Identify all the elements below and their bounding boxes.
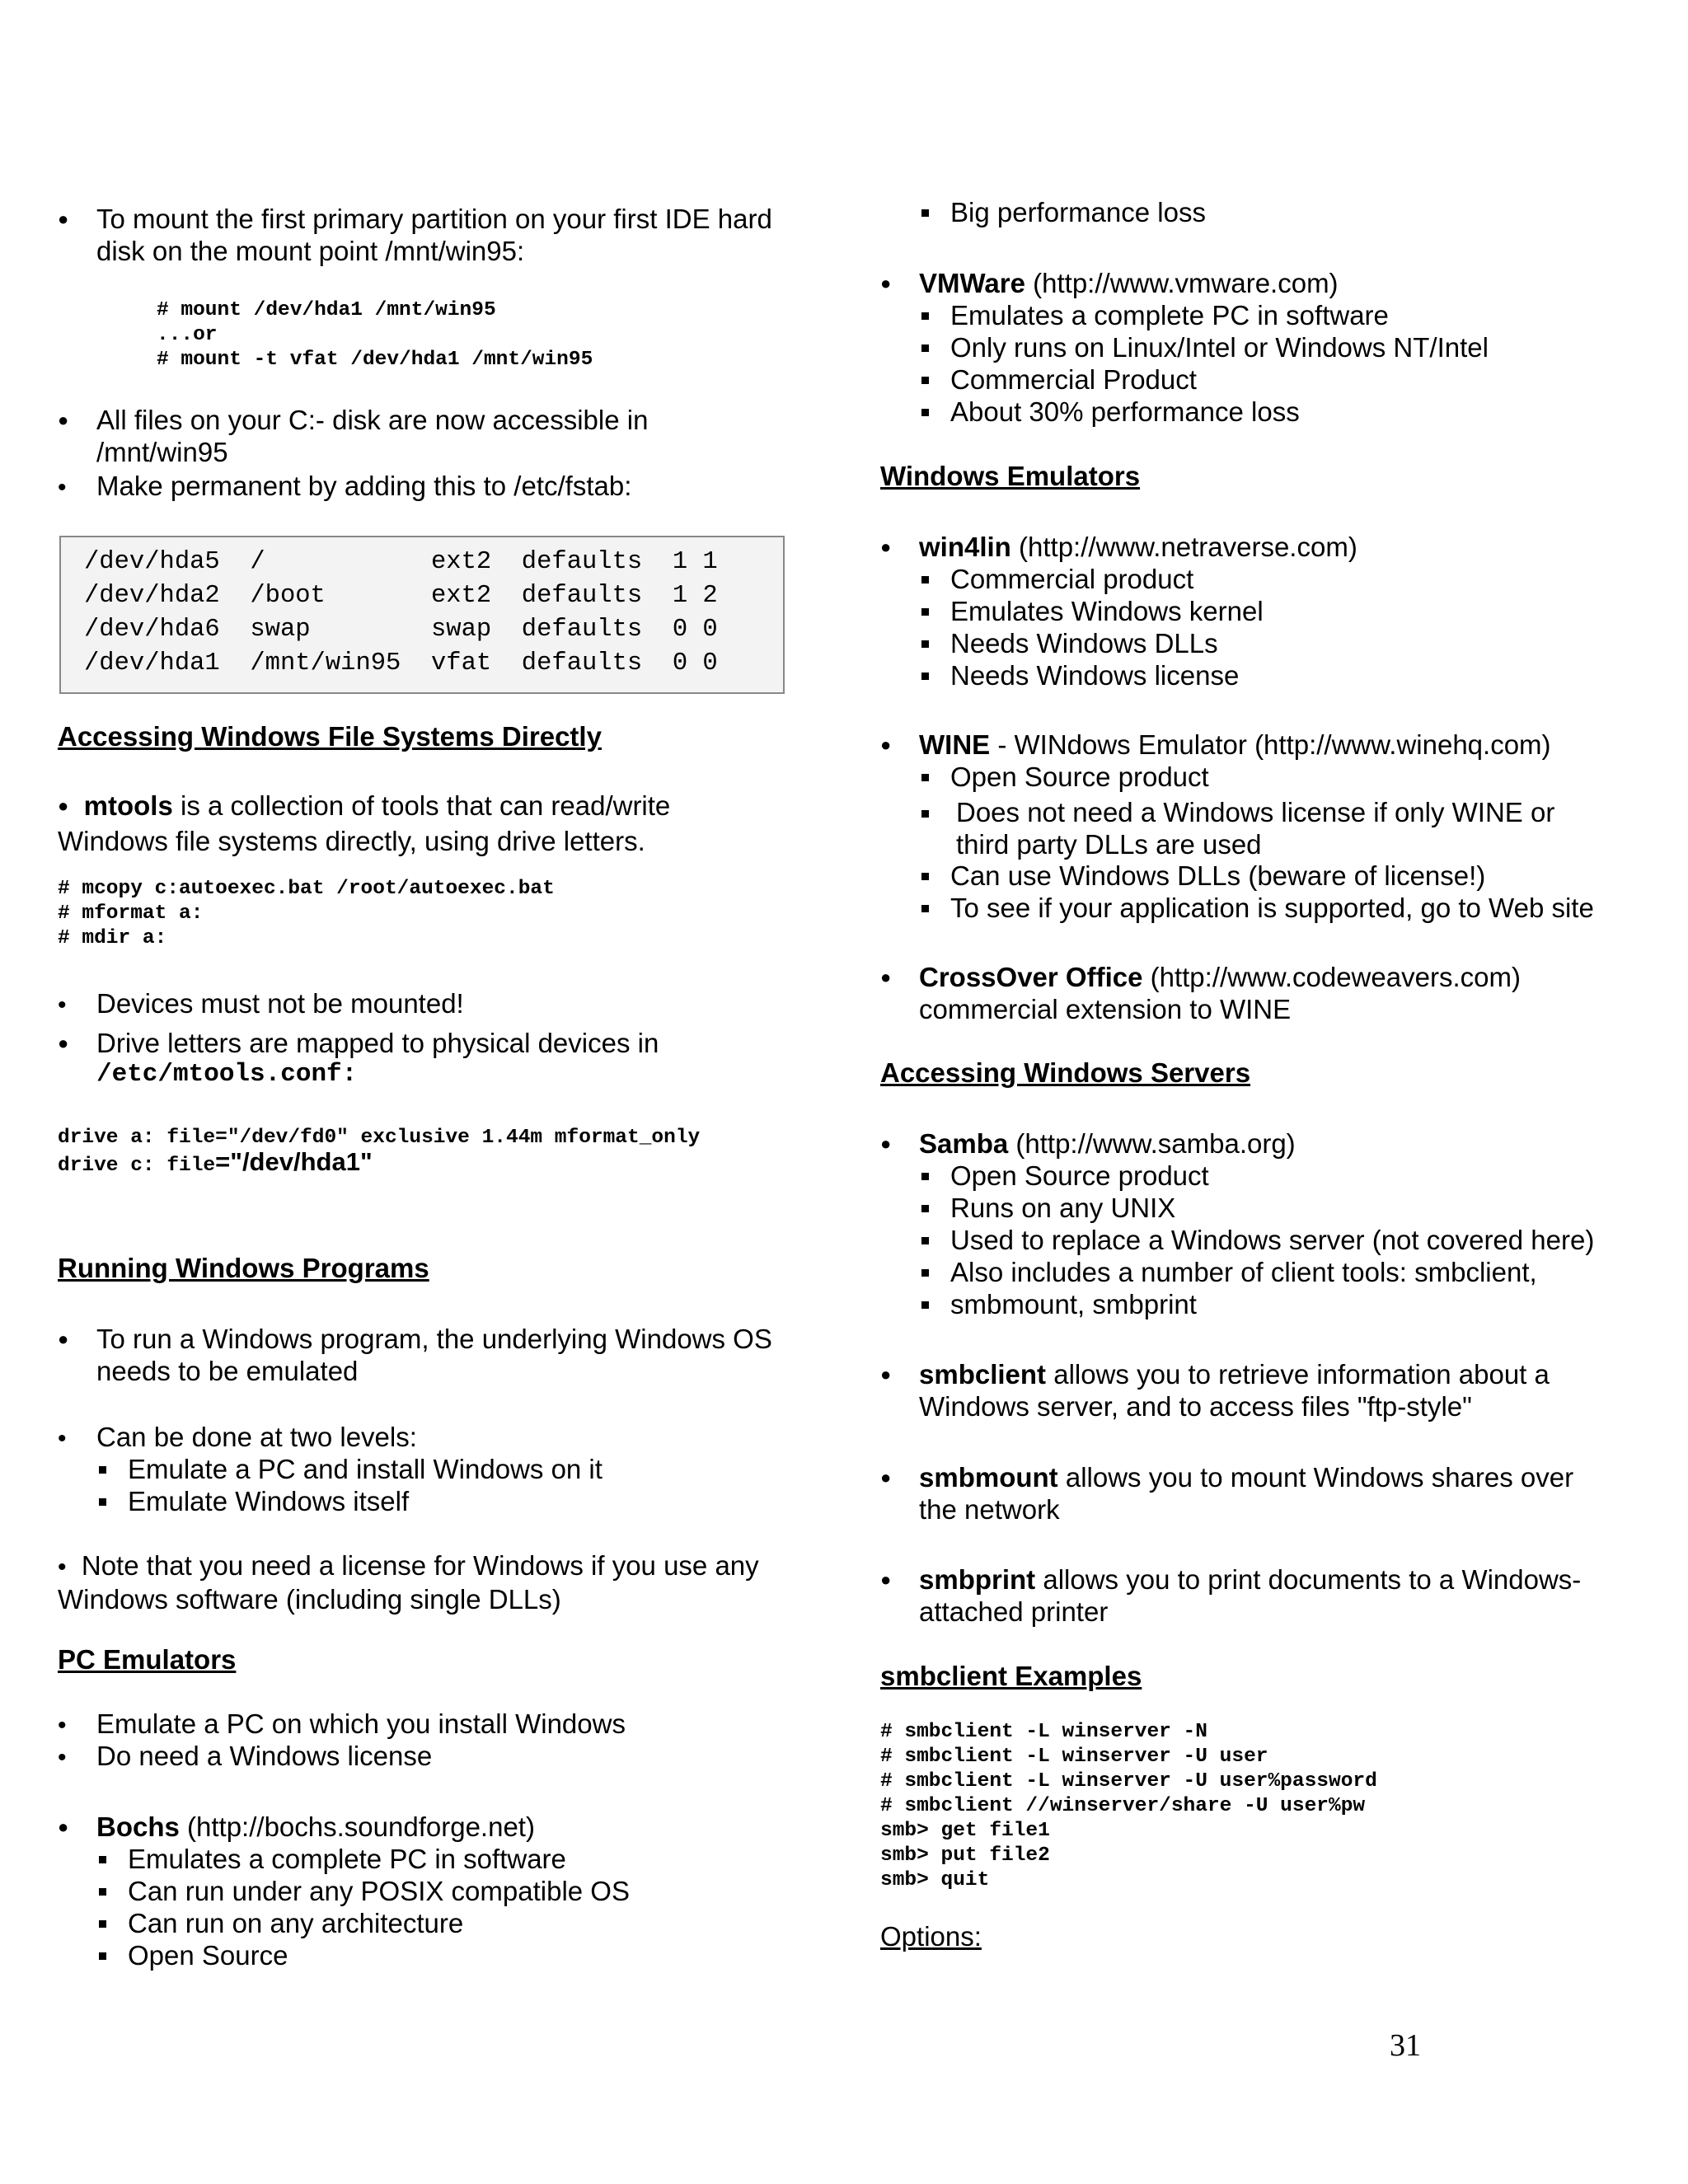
square-bullet-icon [99,1876,106,1906]
bullet-samba [880,1127,1639,1160]
license-note [58,1549,791,1615]
square-bullet-icon [921,1193,929,1223]
square-bullet-icon [921,364,929,395]
win4lin-url: (http://www.netraverse.com) [1010,532,1357,562]
mount-cmd-2: ...or [157,324,218,346]
square-bullet-icon [921,332,929,363]
mtools-paragraph [58,790,783,857]
crossover-bold: CrossOver Office [919,962,1143,992]
heading-pc-emulators: PC Emulators [58,1644,237,1675]
drive-c-line [58,1147,373,1179]
mtools-cmd-3: # mdir a: [58,927,167,949]
mtools-cmd-2: # mformat a: [58,902,204,925]
bullet-win4lin [880,531,1639,563]
bullet-icon [58,404,82,439]
wine-bold: WINE [919,729,991,760]
bullet-icon [880,1461,905,1497]
mount-cmd-3: # mount -t vfat /dev/hda1 /mnt/win95 [157,349,593,371]
heading-accessing-fs: Accessing Windows File Systems Directly [58,721,602,752]
mtools-bold: mtools [83,790,173,821]
bullet-run-program [58,1323,791,1387]
bullet-smbclient [880,1358,1639,1422]
win4lin-bold: win4lin [919,532,1011,562]
square-bullet-icon [921,660,929,691]
samba-item: Runs on any UNIX [921,1192,1175,1224]
samba-url: (http://www.samba.org) [1008,1128,1296,1159]
vmware-item: Commercial Product [921,363,1197,396]
two-levels-item: Emulate a PC and install Windows on it [99,1453,603,1485]
bullet-icon [880,729,905,764]
bullet-drive-letters [58,1027,791,1090]
smbmount-bold: smbmount [919,1462,1058,1493]
win4lin-item: Emulates Windows kernel [921,595,1264,627]
wine-item: Open Source product [921,761,1209,793]
smbclient-cmd: # smbclient -L winserver -N [880,1721,1207,1743]
win4lin-item: Needs Windows license [921,659,1239,691]
vmware-item: About 30% performance loss [921,396,1300,428]
fstab-row: /dev/hda5 / ext2 defaults 1 1 [84,548,718,576]
square-bullet-icon [921,197,929,227]
wine-item: To see if your application is supported, go to Web site [921,892,1594,924]
vmware-item: Emulates a complete PC in software [921,299,1389,331]
license-note-text: Note that you need a license for Windows if you use any Windows software (including single DLLs) [58,1550,759,1615]
bochs-item: Can run on any architecture [99,1907,463,1939]
bochs-item: Can run under any POSIX compatible OS [99,1875,630,1907]
smbprint-rest: allows you to print documents to a Windows-attached printer [919,1564,1582,1627]
page-number: 31 [1390,2028,1421,2063]
square-bullet-icon [921,1289,929,1319]
heading-smbclient-examples: smbclient Examples [880,1661,1142,1691]
samba-bold: Samba [919,1128,1009,1159]
square-bullet-icon [921,762,929,792]
bullet-crossover [880,961,1639,1025]
win4lin-item: Commercial product [921,563,1193,595]
mtools-conf-path: /etc/mtools.conf: [96,1060,358,1089]
wine-item: Can use Windows DLLs (beware of license!) [921,860,1485,892]
bullet-wine [880,729,1639,761]
fstab-row: /dev/hda2 /boot ext2 defaults 1 2 [84,582,718,610]
square-bullet-icon [921,628,929,658]
fstab-row: /dev/hda1 /mnt/win95 vfat defaults 0 0 [84,649,718,677]
bullet-two-levels [58,1421,791,1453]
bullet-bochs [58,1811,791,1843]
smbclient-cmd: smb> get file1 [880,1820,1050,1842]
bullet-icon [58,203,82,238]
drive-c-prefix: drive c: file [58,1155,216,1177]
smbclient-rest: allows you to retrieve information about a Windows server, and to access files "ftp-style" [919,1359,1550,1422]
pc-emu-item: • Emulate a PC on which you install Windows [58,1708,791,1740]
bullet-icon [880,961,905,996]
bullet-icon [58,1740,82,1774]
win4lin-item: Needs Windows DLLs [921,627,1218,659]
mtools-rest: is a collection of tools that can read/write Windows file systems directly, using drive letters. [58,790,671,856]
smbclient-cmd: # smbclient -L winserver -U user%password [880,1770,1377,1793]
bochs-bold: Bochs [96,1811,180,1842]
bullet-icon: • [58,1554,67,1581]
fstab-row: /dev/hda6 swap swap defaults 0 0 [84,616,718,644]
mount-intro-text: To mount the first primary partition on your first IDE hard disk on the mount point /mnt/win95: [96,204,772,266]
bullet-icon [58,1323,82,1358]
heading-accessing-servers: Accessing Windows Servers [880,1057,1251,1088]
bullet-mount-intro [58,203,791,267]
bullet-files-accessible [58,404,791,468]
bullet-icon [880,1563,905,1599]
square-bullet-icon [99,1908,106,1938]
smbclient-cmd: # smbclient -L winserver -U user [880,1746,1268,1768]
mtools-cmd-1: # mcopy c:autoexec.bat /root/autoexec.bat [58,878,555,900]
wine-rest: - WINdows Emulator (http://www.winehq.com) [990,729,1551,760]
square-bullet-icon [921,1160,929,1191]
smbclient-cmd: # smbclient //winserver/share -U user%pw [880,1795,1366,1817]
smbprint-bold: smbprint [919,1564,1036,1595]
square-bullet-icon [921,1225,929,1255]
files-accessible-text: All files on your C:- disk are now accessible in /mnt/win95 [96,405,649,467]
bochs-item: Emulates a complete PC in software [99,1843,566,1875]
heading-windows-emulators: Windows Emulators [880,461,1141,491]
drive-c-value: ="/dev/hda1" [215,1147,373,1176]
mount-cmd-1: # mount /dev/hda1 /mnt/win95 [157,299,496,321]
run-program-text: To run a Windows program, the underlying Windows OS needs to be emulated [96,1324,772,1386]
square-bullet-icon [921,564,929,594]
bullet-icon [880,531,905,566]
vmware-bold: VMWare [919,268,1025,298]
options-label: Options: [880,1921,982,1952]
drive-letters-text: Drive letters are mapped to physical devices in [96,1028,659,1058]
square-bullet-icon [921,396,929,427]
samba-item: Also includes a number of client tools: smbclient, [921,1256,1537,1288]
square-bullet-icon [921,596,929,626]
bullet-icon [880,1127,905,1163]
pc-emu-item: • Do need a Windows license [58,1740,791,1772]
bullet-icon [58,1421,82,1455]
samba-item: smbmount, smbprint [921,1288,1197,1320]
samba-item: Open Source product [921,1160,1209,1192]
wine-item: Does not need a Windows license if only WINE or third party DLLs are used [921,796,1639,860]
bullet-icon [58,470,82,504]
bullet-smbmount [880,1461,1639,1526]
square-bullet-icon [99,1454,106,1484]
two-levels-item: Emulate Windows itself [99,1485,409,1517]
square-bullet-icon [921,1257,929,1287]
heading-running-programs: Running Windows Programs [58,1253,429,1283]
bullet-icon [58,1027,82,1062]
samba-item: Used to replace a Windows server (not covered here) [921,1224,1594,1256]
devices-not-mounted-text: Devices must not be mounted! [96,988,464,1019]
bullet-icon [58,1811,82,1846]
square-bullet-icon [921,893,929,923]
bullet-icon [880,267,905,302]
two-levels-text: Can be done at two levels: [96,1422,417,1452]
big-perf-loss-item: Big performance loss [921,196,1206,228]
smbclient-cmd: smb> put file2 [880,1844,1050,1867]
bullet-vmware [880,267,1639,299]
bochs-item: Open Source [99,1939,288,1971]
vmware-item: Only runs on Linux/Intel or Windows NT/Intel [921,331,1489,363]
drive-a-line: drive a: file="/dev/fd0" exclusive 1.44m mformat_only [58,1127,701,1149]
smbmount-rest: allows you to mount Windows shares over the network [919,1462,1574,1525]
smbclient-bold: smbclient [919,1359,1047,1390]
make-permanent-text: Make permanent by adding this to /etc/fstab: [96,471,632,501]
square-bullet-icon [99,1486,106,1516]
square-bullet-icon [921,812,929,827]
bullet-make-permanent [58,470,791,502]
bochs-url: (http://bochs.soundforge.net) [179,1811,535,1842]
bullet-icon [58,1708,82,1741]
bullet-devices-not-mounted [58,987,791,1019]
square-bullet-icon [99,1844,106,1874]
square-bullet-icon [921,300,929,330]
smbclient-cmd: smb> quit [880,1869,990,1891]
fstab-box [59,536,785,694]
square-bullet-icon [921,860,929,891]
square-bullet-icon [99,1940,106,1971]
bullet-smbprint [880,1563,1639,1628]
crossover-rest: (http://www.codeweavers.com) commercial extension to WINE [919,962,1521,1024]
bullet-icon: ● [58,795,69,816]
bullet-icon [880,1358,905,1394]
bullet-icon [58,987,82,1021]
vmware-url: (http://www.vmware.com) [1025,268,1339,298]
